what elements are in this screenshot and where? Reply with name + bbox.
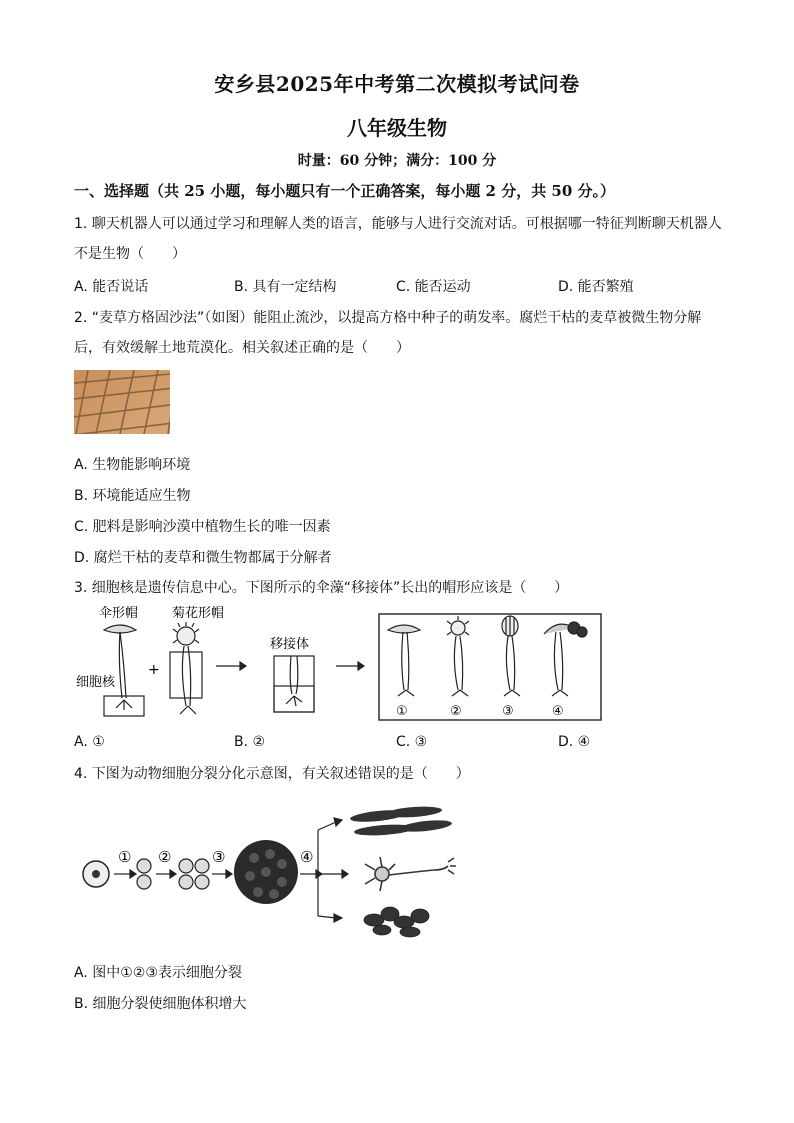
q1-option-b[interactable]: B. 具有一定结构 <box>234 279 337 295</box>
label-graft: 移接体 <box>270 637 310 652</box>
cell-division-figure <box>78 800 478 942</box>
arrow-icon <box>156 870 176 878</box>
muscle-tissue-icon <box>350 805 453 837</box>
chrysanthemum-alga-icon <box>170 622 202 714</box>
choice-2-chrysanthemum-icon <box>447 616 469 696</box>
q1-option-c[interactable]: C. 能否运动 <box>396 279 471 295</box>
q2-option-a[interactable]: A. 生物能影响环境 <box>74 457 191 473</box>
choice-4-mixed-cap-icon <box>544 622 587 696</box>
arrow-icon <box>114 870 136 878</box>
q3-option-d[interactable]: D. ④ <box>558 734 591 750</box>
straw-grid-photo <box>74 370 170 434</box>
q3-option-b[interactable]: B. ② <box>234 734 266 750</box>
q4-stem: 4. 下图为动物细胞分裂分化示意图，有关叙述错误的是（ ） <box>74 766 470 782</box>
choice-number-4: ④ <box>552 704 564 719</box>
step-4-label: ④ <box>300 848 314 866</box>
arrow-icon <box>216 662 246 670</box>
label-umbrella-cap: 伞形帽 <box>99 606 139 621</box>
choice-1-umbrella-icon <box>388 625 420 696</box>
step-1-label: ① <box>118 848 132 866</box>
choice-number-2: ② <box>450 704 462 719</box>
choice-3-oval-cap-icon <box>502 616 520 696</box>
q2-option-b[interactable]: B. 环境能适应生物 <box>74 488 191 504</box>
choice-number-3: ③ <box>502 704 514 719</box>
branch-arrows-icon <box>318 818 348 922</box>
neuron-icon <box>365 857 456 891</box>
q1-stem-line1: 1. 聊天机器人可以通过学习和理解人类的语言，能够与人进行交流对话。可根据哪一特征判断聊天机器人 <box>74 216 722 232</box>
q4-option-b[interactable]: B. 细胞分裂使细胞体积增大 <box>74 996 247 1012</box>
step-3-label: ③ <box>212 848 226 866</box>
q1-option-d[interactable]: D. 能否繁殖 <box>558 279 634 295</box>
four-cell-icon <box>179 859 209 889</box>
label-nucleus: 细胞核 <box>76 675 116 690</box>
q2-stem-line2: 后，有效缓解土地荒漠化。相关叙述正确的是（ ） <box>74 340 410 356</box>
umbrella-alga-icon <box>104 625 144 716</box>
exam-title: 安乡县2025年中考第二次模拟考试问卷 <box>214 72 580 96</box>
q4-option-a[interactable]: A. 图中①②③表示细胞分裂 <box>74 965 242 981</box>
q3-stem: 3. 细胞核是遗传信息中心。下图所示的伞藻“移接体”长出的帽形应该是（ ） <box>74 580 569 596</box>
q2-option-c[interactable]: C. 肥料是影响沙漠中植物生长的唯一因素 <box>74 519 331 535</box>
tissue-cluster-icon <box>364 907 429 937</box>
label-chrysanthemum-cap: 菊花形帽 <box>172 606 225 621</box>
choice-number-1: ① <box>396 704 408 719</box>
cell-mass-icon <box>234 840 298 904</box>
arrow-icon <box>212 870 232 878</box>
q3-option-c[interactable]: C. ③ <box>396 734 428 750</box>
q2-option-d[interactable]: D. 腐烂干枯的麦草和微生物都属于分解者 <box>74 550 332 566</box>
step-2-label: ② <box>158 848 172 866</box>
exam-subject: 八年级生物 <box>347 116 447 140</box>
plus-sign: + <box>148 662 160 678</box>
single-cell-icon <box>83 861 109 887</box>
exam-meta: 时量：60 分钟；满分：100 分 <box>297 153 497 169</box>
q1-option-a[interactable]: A. 能否说话 <box>74 279 149 295</box>
q3-option-a[interactable]: A. ① <box>74 734 105 750</box>
graft-alga-icon <box>274 656 314 712</box>
arrow-icon <box>336 662 364 670</box>
section-heading: 一、选择题（共 25 小题，每小题只有一个正确答案，每小题 2 分，共 50 分。） <box>74 182 616 200</box>
q2-stem-line1: 2. “麦草方格固沙法”（如图）能阻止流沙，以提高方格中种子的萌发率。腐烂干枯的麦草被微生物分解 <box>74 310 702 326</box>
q1-stem-line2: 不是生物（ ） <box>74 246 186 262</box>
acetabularia-figure <box>74 602 604 724</box>
two-cell-icon <box>137 859 151 889</box>
